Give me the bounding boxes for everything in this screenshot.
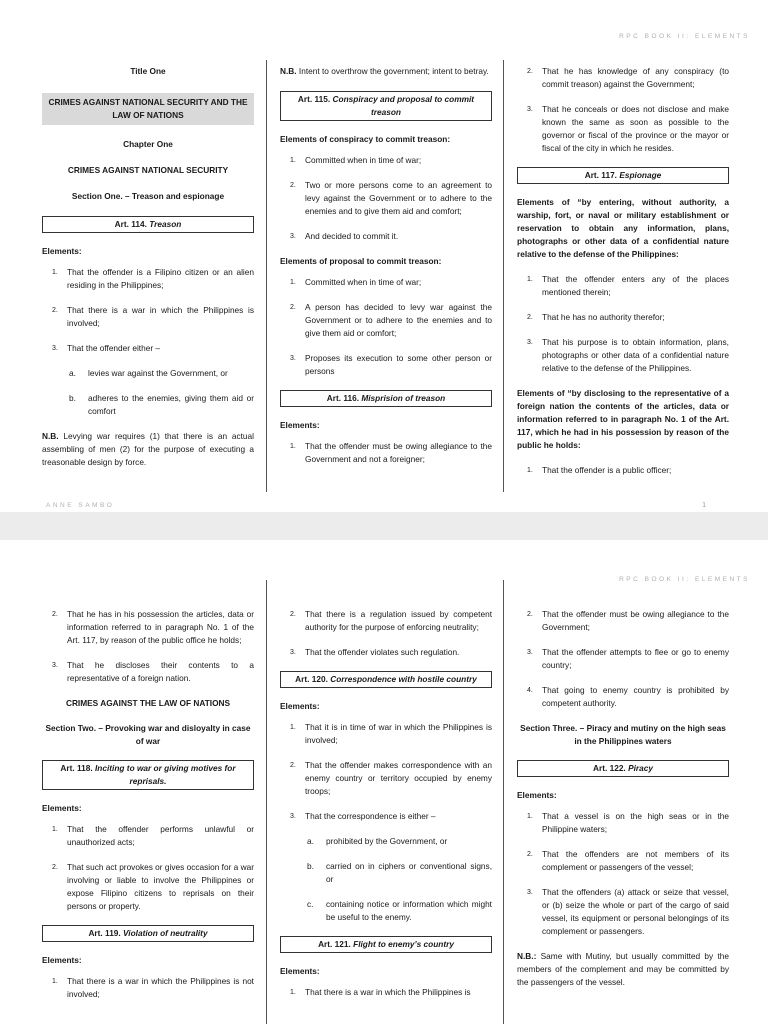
- list-text: That the offender violates such regulation.: [305, 647, 460, 657]
- list-number: 3.: [527, 106, 533, 113]
- sub-list-text: containing notice or information which might be useful to the enemy.: [326, 899, 492, 922]
- list-item: [517, 311, 729, 324]
- list-item: [517, 684, 729, 710]
- list-item: [42, 659, 254, 685]
- nb-label: N.B.:: [517, 951, 537, 961]
- article-box-122: [517, 760, 729, 777]
- list-text: That the offender must be owing allegiance to the Government and not a foreigner;: [305, 441, 492, 464]
- list-item: [280, 301, 492, 340]
- article-box-119: [42, 925, 254, 942]
- list-text: That the offender performs unlawful or unauthorized acts;: [67, 824, 254, 847]
- list-number: 2.: [527, 314, 533, 321]
- sub-list-text: carried on in ciphers or conventional signs, or: [326, 861, 492, 884]
- sub-list-letter: b.: [69, 393, 76, 403]
- list-text: And decided to commit it.: [305, 231, 399, 241]
- list-item: [280, 154, 492, 167]
- list-text: That the correspondence is either –: [305, 811, 436, 821]
- article-box-117: [517, 167, 729, 184]
- list-text: That the offender makes correspondence with an enemy country or territory occupied by enemy troops;: [305, 760, 492, 796]
- list-number: 2.: [290, 762, 296, 769]
- elements-label: Elements of proposal to commit treason:: [280, 256, 442, 266]
- column-divider: [503, 580, 504, 1024]
- list-item: [42, 304, 254, 330]
- list-number: 2.: [52, 864, 58, 871]
- list-text: That the offenders are not members of its complement or passengers of the vessel;: [542, 849, 729, 872]
- page1-column-1: [42, 65, 254, 469]
- list-number: 1.: [290, 279, 296, 286]
- elements-label: Elements of conspiracy to commit treason:: [280, 134, 451, 144]
- list-text: That he has no authority therefor;: [542, 312, 665, 322]
- elements-label: Elements:: [42, 803, 82, 813]
- page2-column-2: [280, 608, 492, 999]
- article-number: Art. 117.: [584, 170, 617, 180]
- elements-label: Elements of “by disclosing to the representative of a foreign nation the contents of the articles, data or information referred to in paragraph No. 1 of the Art. 117, which he had in his possession by reason of the public he holds:: [517, 388, 729, 450]
- running-header: RPC BOOK II: ELEMENTS: [619, 33, 750, 40]
- list-number: 1.: [52, 978, 58, 985]
- list-item: [280, 810, 492, 823]
- list-item: [280, 179, 492, 218]
- list-text: That a vessel is on the high seas or in the Philippine waters;: [542, 811, 729, 834]
- list-text: That the offender is a public officer;: [542, 465, 672, 475]
- elements-label: Elements:: [280, 966, 320, 976]
- list-text: That there is a war in which the Philippines is involved;: [67, 305, 254, 328]
- sub-list-letter: a.: [307, 836, 314, 846]
- list-number: 2.: [527, 611, 533, 618]
- list-number: 3.: [52, 662, 58, 669]
- article-box-114: [42, 216, 254, 233]
- article-number: Art. 121.: [318, 939, 351, 949]
- elements-label: Elements:: [517, 790, 557, 800]
- list-item: [42, 608, 254, 647]
- list-item: [280, 759, 492, 798]
- list-text: That he has in his possession the articles, data or information referred to in paragraph No. 1 of the Art. 117, by reason of the public office he holds;: [67, 609, 254, 645]
- list-item: [42, 861, 254, 913]
- list-number: 1.: [290, 989, 296, 996]
- list-text: That the offender enters any of the places mentioned therein;: [542, 274, 729, 297]
- article-number: Art. 122.: [593, 763, 626, 773]
- list-item: [517, 886, 729, 938]
- article-box-120: [280, 671, 492, 688]
- article-name: Violation of neutrality: [123, 928, 208, 938]
- list-text: That going to enemy country is prohibited by competent authority.: [542, 685, 729, 708]
- document-page-2: [0, 540, 768, 1024]
- column-divider: [266, 580, 267, 1024]
- list-number: 3.: [290, 649, 296, 656]
- page2-column-3: [517, 608, 729, 989]
- sub-list-letter: a.: [69, 368, 76, 378]
- list-number: 1.: [290, 724, 296, 731]
- list-number: 3.: [527, 339, 533, 346]
- list-number: 2.: [527, 68, 533, 75]
- list-number: 2.: [290, 304, 296, 311]
- list-item: [517, 103, 729, 155]
- list-number: 3.: [527, 889, 533, 896]
- page1-column-3: [517, 65, 729, 477]
- list-number: 2.: [52, 611, 58, 618]
- list-item: [280, 276, 492, 289]
- list-number: 2.: [52, 307, 58, 314]
- list-text: That the offender attempts to flee or go to enemy country;: [542, 647, 729, 670]
- article-number: Art. 115.: [297, 94, 331, 104]
- list-item: [280, 721, 492, 747]
- article-name: Piracy: [628, 763, 653, 773]
- nota-bene: [280, 65, 492, 78]
- list-number: 1.: [527, 813, 533, 820]
- list-text: Two or more persons come to an agreement to levy against the Government or to adhere to the enemies and to give them aid and comfort;: [305, 180, 492, 216]
- list-item: [517, 65, 729, 91]
- list-text: That it is in time of war in which the Philippines is involved;: [305, 722, 492, 745]
- list-number: 2.: [290, 611, 296, 618]
- list-item: [280, 440, 492, 466]
- title-one-heading: Title One: [130, 66, 166, 76]
- sub-list-text: prohibited by the Government, or: [326, 836, 448, 846]
- list-number: 2.: [290, 182, 296, 189]
- list-text: That there is a war in which the Philippines is not involved;: [67, 976, 254, 999]
- list-text: That the offender must be owing allegiance to the Government;: [542, 609, 729, 632]
- list-text: That the offender either –: [67, 343, 161, 353]
- list-text: That the offenders (a) attack or seize that vessel, or (b) seize the whole or part of the cargo of said vessel, its equipment or personal belongings of its complement or passengers.: [542, 887, 729, 936]
- title-heading: CRIMES AGAINST THE LAW OF NATIONS: [65, 698, 231, 708]
- article-name: Inciting to war or giving motives for reprisals.: [95, 763, 236, 786]
- list-number: 3.: [290, 813, 296, 820]
- sub-list-item: [42, 367, 254, 380]
- section-heading: Section Three. – Piracy and mutiny on the high seas in the Philippines waters: [520, 723, 726, 746]
- article-number: Art. 119.: [88, 928, 121, 938]
- list-text: That there is a regulation issued by competent authority for the purpose of enforcing neutrality;: [305, 609, 492, 632]
- list-text: Proposes its execution to some other person or persons: [305, 353, 492, 376]
- list-number: 1.: [290, 157, 296, 164]
- elements-label: Elements of “by entering, without authority, a warship, fort, or naval or military establishment or reservation to obtain any information, plans, photographs or other data of a confidential nature relative to the defense of the Philippines:: [517, 197, 729, 259]
- article-box-116: [280, 390, 492, 407]
- list-text: That his purpose is to obtain information, plans, photographs or other data of a confidential nature relative to the defense of the Philippines.: [542, 337, 729, 373]
- sub-list-item: [42, 392, 254, 418]
- sub-list-text: levies war against the Government, or: [88, 368, 228, 378]
- article-name: Correspondence with hostile country: [330, 674, 477, 684]
- article-name: Misprision of treason: [361, 393, 446, 403]
- elements-label: Elements:: [42, 246, 82, 256]
- list-item: [42, 823, 254, 849]
- article-number: Art. 114.: [114, 219, 147, 229]
- list-number: 3.: [527, 649, 533, 656]
- list-number: 3.: [290, 355, 296, 362]
- nb-text: Levying war requires (1) that there is an actual assembling of men (2) for the purpose of executing a treasonable design by force.: [42, 431, 254, 467]
- section-heading: Section Two. – Provoking war and disloyalty in case of war: [45, 723, 251, 746]
- list-item: [280, 986, 492, 999]
- article-number: Art. 120.: [295, 674, 328, 684]
- section-heading: Section One. – Treason and espionage: [71, 191, 225, 201]
- article-box-115: [280, 91, 492, 121]
- list-item: [42, 342, 254, 355]
- list-number: 1.: [290, 443, 296, 450]
- list-number: 1.: [52, 826, 58, 833]
- nb-label: N.B.: [42, 431, 59, 441]
- list-number: 3.: [52, 345, 58, 352]
- article-box-118: [42, 760, 254, 790]
- sub-list-item: [280, 835, 492, 848]
- nb-text: Intent to overthrow the government; intent to betray.: [298, 66, 489, 76]
- list-text: That he discloses their contents to a representative of a foreign nation.: [67, 660, 254, 683]
- list-item: [42, 975, 254, 1001]
- list-item: [517, 336, 729, 375]
- list-item: [517, 848, 729, 874]
- list-item: [280, 608, 492, 634]
- nota-bene: [42, 430, 254, 469]
- article-name: Treason: [149, 219, 182, 229]
- article-name: Flight to enemy’s country: [353, 939, 454, 949]
- list-item: [517, 608, 729, 634]
- list-text: A person has decided to levy war against the Government or to adhere to the enemies and to give them aid or comfort;: [305, 302, 492, 338]
- article-box-121: [280, 936, 492, 953]
- list-item: [517, 464, 729, 477]
- list-item: [280, 646, 492, 659]
- list-text: That he conceals or does not disclose and make known the same as soon as possible to the governor or fiscal of the province or the mayor or fiscal of the city in which he resides.: [542, 104, 729, 153]
- list-text: Committed when in time of war;: [305, 155, 422, 165]
- list-number: 1.: [527, 276, 533, 283]
- list-number: 2.: [527, 851, 533, 858]
- list-text: That the offender is a Filipino citizen or an alien residing in the Philippines;: [67, 267, 254, 290]
- list-item: [517, 273, 729, 299]
- article-name: Conspiracy and proposal to commit treason: [332, 94, 475, 117]
- list-item: [280, 230, 492, 243]
- list-item: [280, 352, 492, 378]
- sub-list-letter: b.: [307, 861, 314, 871]
- sub-list-letter: c.: [307, 899, 314, 909]
- list-text: Committed when in time of war;: [305, 277, 422, 287]
- chapter-heading: Chapter One: [123, 139, 173, 149]
- elements-label: Elements:: [280, 420, 320, 430]
- chapter-title: CRIMES AGAINST NATIONAL SECURITY: [67, 165, 229, 175]
- list-text: That there is a war in which the Philippines is: [305, 987, 471, 997]
- list-item: [517, 646, 729, 672]
- sub-list-text: adheres to the enemies, giving them aid or comfort: [88, 393, 254, 416]
- sub-list-item: [280, 860, 492, 886]
- column-divider: [503, 60, 504, 492]
- page2-column-1: [42, 608, 254, 1001]
- page1-column-2: [280, 65, 492, 466]
- list-item: [517, 810, 729, 836]
- elements-label: Elements:: [42, 955, 82, 965]
- column-divider: [266, 60, 267, 492]
- sub-list-item: [280, 898, 492, 924]
- nota-bene: [517, 950, 729, 989]
- list-number: 1.: [52, 269, 58, 276]
- list-text: That he has knowledge of any conspiracy (to commit treason) against the Government;: [542, 66, 729, 89]
- running-footer: ANNE SAMBO: [46, 502, 115, 509]
- running-header: RPC BOOK II: ELEMENTS: [619, 576, 750, 583]
- list-number: 3.: [290, 233, 296, 240]
- article-number: Art. 118.: [60, 763, 93, 773]
- article-number: Art. 116.: [326, 393, 360, 403]
- list-text: That such act provokes or gives occasion for a war involving or liable to involve the Philippines or expose Filipino citizens to reprisals on their persons or property.: [67, 862, 254, 911]
- nb-label: N.B.: [280, 66, 297, 76]
- list-number: 1.: [527, 467, 533, 474]
- title-one-subject: CRIMES AGAINST NATIONAL SECURITY AND THE LAW OF NATIONS: [42, 93, 254, 125]
- article-name: Espionage: [619, 170, 662, 180]
- list-item: [42, 266, 254, 292]
- page-number: 1: [702, 502, 706, 509]
- elements-label: Elements:: [280, 701, 320, 711]
- nb-text: Same with Mutiny, but usually committed by the members of the complement and may be committed by the passengers of the vessel.: [517, 951, 729, 987]
- list-number: 4.: [527, 687, 533, 694]
